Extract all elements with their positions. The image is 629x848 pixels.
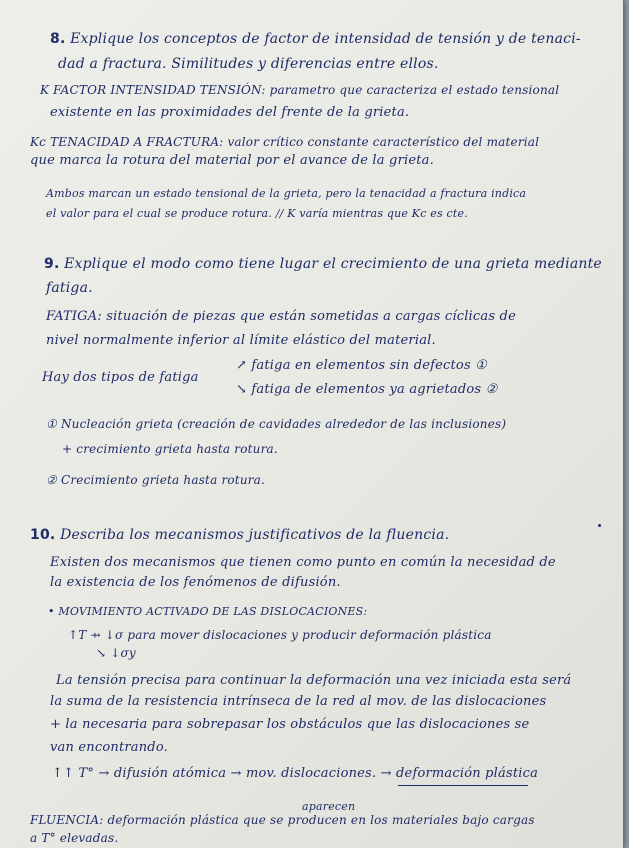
tension-explanation-line-1: La tensión precisa para continuar la deformación una vez iniciada esta será (56, 673, 572, 688)
k-definition-line-2: existente en las proximidades del frente de la grieta. (50, 105, 410, 120)
mechanism-heading: • MOVIMIENTO ACTIVADO DE LAS DISLOCACIONES: (48, 605, 368, 618)
question-9-number: 9. (44, 256, 60, 272)
question-10-line (30, 527, 449, 543)
question-9-line-1 (44, 256, 602, 272)
fatigue-types-label: Hay dos tipos de fatiga (42, 370, 199, 385)
ink-dot (598, 524, 601, 527)
question-8-line-1 (50, 31, 581, 47)
k-definition-line-1: K FACTOR INTENSIDAD TENSIÓN: parametro que caracteriza el estado tensional (40, 83, 560, 97)
question-10-number: 10. (30, 527, 56, 543)
question-10-text: Describa los mecanismos justificativos de la fluencia. (60, 527, 450, 543)
fatigue-definition-line-1: FATIGA: situación de piezas que están sometidas a cargas cíclicas de (46, 309, 516, 324)
mechanism-formula-branch: ↘ ↓σy (96, 646, 136, 660)
question-8-line-2: dad a fractura. Similitudes y diferencias entre ellos. (58, 56, 439, 72)
question-9-text: Explique el modo como tiene lugar el crecimiento de una grieta mediante (64, 256, 602, 272)
fatigue-definition-line-2: nivel normalmente inferior al límite elástico del material. (46, 333, 436, 348)
question-8-number: 8. (50, 31, 66, 47)
kc-definition-line-1: Kc TENACIDAD A FRACTURA: valor crítico constante característico del material (30, 135, 540, 149)
comparison-line-2: el valor para el cual se produce rotura. // K varía mientras que Kc es cte. (46, 207, 468, 220)
fatigue-type-2: ↘ fatiga de elementos ya agrietados ② (236, 382, 498, 397)
question-8-text: Explique los conceptos de factor de intensidad de tensión y de tenaci- (70, 31, 581, 47)
mechanism-formula: ↑T ⇸ ↓σ para mover dislocaciones y producir deformación plástica (68, 628, 492, 642)
fluencia-definition-line-1: FLUENCIA: deformación plástica que se producen en los materiales bajo cargas (30, 813, 535, 827)
crack-growth-line: ② Crecimiento grieta hasta rotura. (46, 473, 266, 487)
kc-definition-line-2: que marca la rotura del material por el avance de la grieta. (30, 153, 434, 168)
mechanisms-intro-line-2: la existencia de los fenómenos de difusión. (50, 575, 341, 590)
fluencia-insertion-note: aparecen (302, 800, 356, 813)
fluencia-definition-line-2: a T° elevadas. (30, 831, 119, 845)
tension-explanation-line-4: van encontrando. (50, 740, 168, 755)
nucleation-line-2: + crecimiento grieta hasta rotura. (62, 442, 278, 456)
fatigue-type-1: ↗ fatiga en elementos sin defectos ① (236, 358, 488, 373)
mechanisms-intro-line-1: Existen dos mecanismos que tienen como punto en común la necesidad de (50, 555, 556, 570)
tension-explanation-line-3: + la necesaria para sobrepasar los obstáculos que las dislocaciones se (50, 717, 530, 732)
diffusion-chain: ↑↑ T° → difusión atómica → mov. dislocaciones. → deformación plástica (52, 766, 539, 781)
deformation-underline (398, 785, 528, 786)
comparison-line-1: Ambos marcan un estado tensional de la grieta, pero la tenacidad a fractura indica (46, 187, 527, 200)
tension-explanation-line-2: la suma de la resistencia intrínseca de la red al mov. de las dislocaciones (50, 694, 547, 709)
question-9-line-2: fatiga. (46, 280, 93, 296)
nucleation-line-1: ① Nucleación grieta (creación de cavidades alrededor de las inclusiones) (46, 417, 507, 431)
